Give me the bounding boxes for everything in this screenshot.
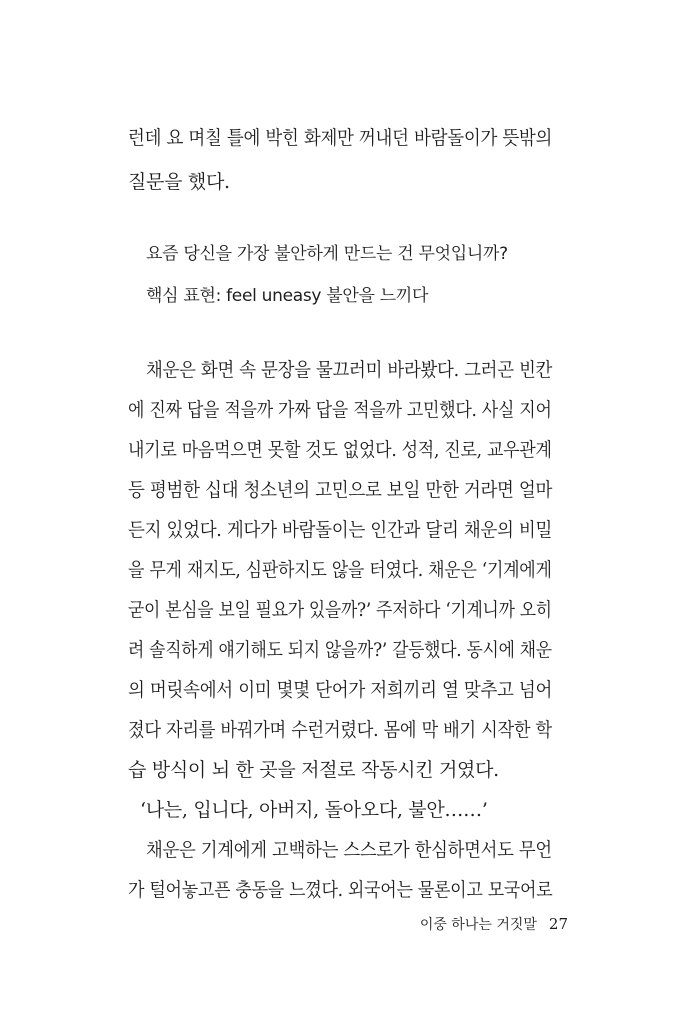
prompt-key-expression: 핵심 표현: feel uneasy 불안을 느끼다 [146,286,429,306]
text-line: 의 머릿속에서 이미 몇몇 단어가 저희끼리 열 맞추고 넘어 [128,679,553,701]
text-line: 가 털어놓고픈 충동을 느꼈다. 외국어는 물론이고 모국어로 [128,879,553,901]
text-line: 려 솔직하게 얘기해도 되지 않을까?’ 갈등했다. 동시에 채운 [128,639,552,661]
text-line: 습 방식이 뇌 한 곳을 저절로 작동시킨 거였다. [128,759,499,781]
running-title: 이중 하나는 거짓말 [419,917,537,933]
text-line: 굳이 본심을 보일 필요가 있을까?’ 주저하다 ‘기계니까 오히 [128,599,552,621]
page-number: 27 [548,915,568,933]
text-line: 채운은 기계에게 고백하는 스스로가 한심하면서도 무언 [146,839,552,861]
text-line: 런데 요 며칠 틀에 박힌 화제만 꺼내던 바람돌이가 뜻밖의 [128,127,553,149]
text-line: 질문을 했다. [128,171,230,193]
text-line: 채운은 화면 속 문장을 물끄러미 바라봤다. 그러곤 빈칸 [146,359,553,381]
text-line: 든지 있었다. 게다가 바람돌이는 인간과 달리 채운의 비밀 [128,519,553,541]
text-line: 을 무게 재지도, 심판하지도 않을 터였다. 채운은 ‘기계에게 [128,559,552,581]
page-footer [420,914,568,934]
quote-line: ‘나는, 입니다, 아버지, 돌아오다, 불안……’ [140,799,488,821]
text-line: 등 평범한 십대 청소년의 고민으로 보일 만한 거라면 얼마 [128,479,553,501]
text-line: 에 진짜 답을 적을까 가짜 답을 적을까 고민했다. 사실 지어 [128,399,552,421]
prompt-question: 요즘 당신을 가장 불안하게 만드는 건 무엇입니까? [146,244,508,264]
text-line: 내기로 마음먹으면 못할 것도 없었다. 성적, 진로, 교우관계 [128,439,552,461]
text-line: 졌다 자리를 바꿔가며 수런거렸다. 몸에 막 배기 시작한 학 [128,719,552,741]
